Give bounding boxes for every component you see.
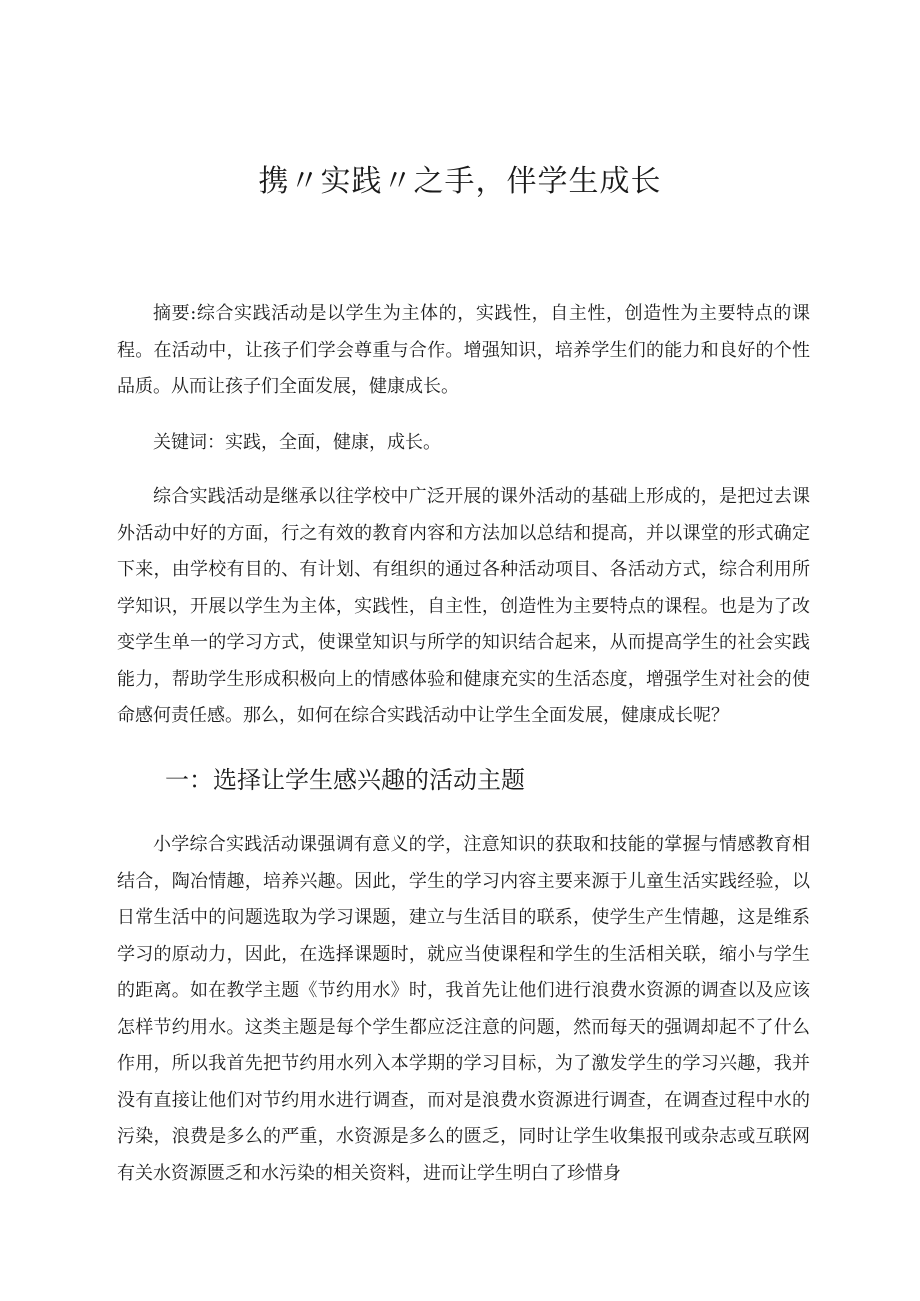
section-body-1: 小学综合实践活动课强调有意义的学，注意知识的获取和技能的掌握与情感教育相结合，陶冶情趣，培养兴趣。因此，学生的学习内容主要来源于儿童生活实践经验，以日常生活中的问题选取为学习课题，建立与生活目的联系，使学生产生情趣，这是维系学习的原动力，因此，在选择课题时，就应当使课程和学生的生活相关联，缩小与学生的距离。如在教学主题《节约用水》时，我首先让他们进行浪费水资源的调查以及应该怎样节约用水。这类主题是每个学生都应泛注意的问题，然而每天的强调却起不了什么作用，所以我首先把节约用水列入本学期的学习目标，为了激发学生的学习兴趣，我并没有直接让他们对节约用水进行调查，而对是浪费水资源进行调查，在调查过程中水的污染，浪费是多么的严重，水资源是多么的匮乏，同时让学生收集报刊或杂志或互联网有关水资源匮乏和水污染的相关资料，进而让学生明白了珍惜身: [117, 834, 810, 1184]
section-heading-1: 一：选择让学生感兴趣的活动主题: [165, 766, 525, 794]
keywords-paragraph: 关键词：实践，全面，健康，成长。: [153, 432, 441, 453]
intro-paragraph: 综合实践活动是继承以往学校中广泛开展的课外活动的基础上形成的，是把过去课外活动中好的方面，行之有效的教育内容和方法加以总结和提高，并以课堂的形式确定下来，由学校有目的、有计划、有组织的通过各种活动项目、各活动方式，综合利用所学知识，开展以学生为主体，实践性，自主性，创造性为主要特点的课程。也是为了改变学生单一的学习方式，使课堂知识与所学的知识结合起来，从而提高学生的社会实践能力，帮助学生形成积极向上的情感体验和健康充实的生活态度，增强学生对社会的使命感何责任感。那么，如何在综合实践活动中让学生全面发展，健康成长呢？: [117, 486, 810, 726]
document-title: 携〃实践〃之手，伴学生成长: [258, 164, 662, 199]
abstract-paragraph: 摘要:综合实践活动是以学生为主体的，实践性，自主性，创造性为主要特点的课程。在活动中，让孩子们学会尊重与合作。增强知识，培养学生们的能力和良好的个性品质。从而让孩子们全面发展，健康成长。: [117, 303, 810, 397]
